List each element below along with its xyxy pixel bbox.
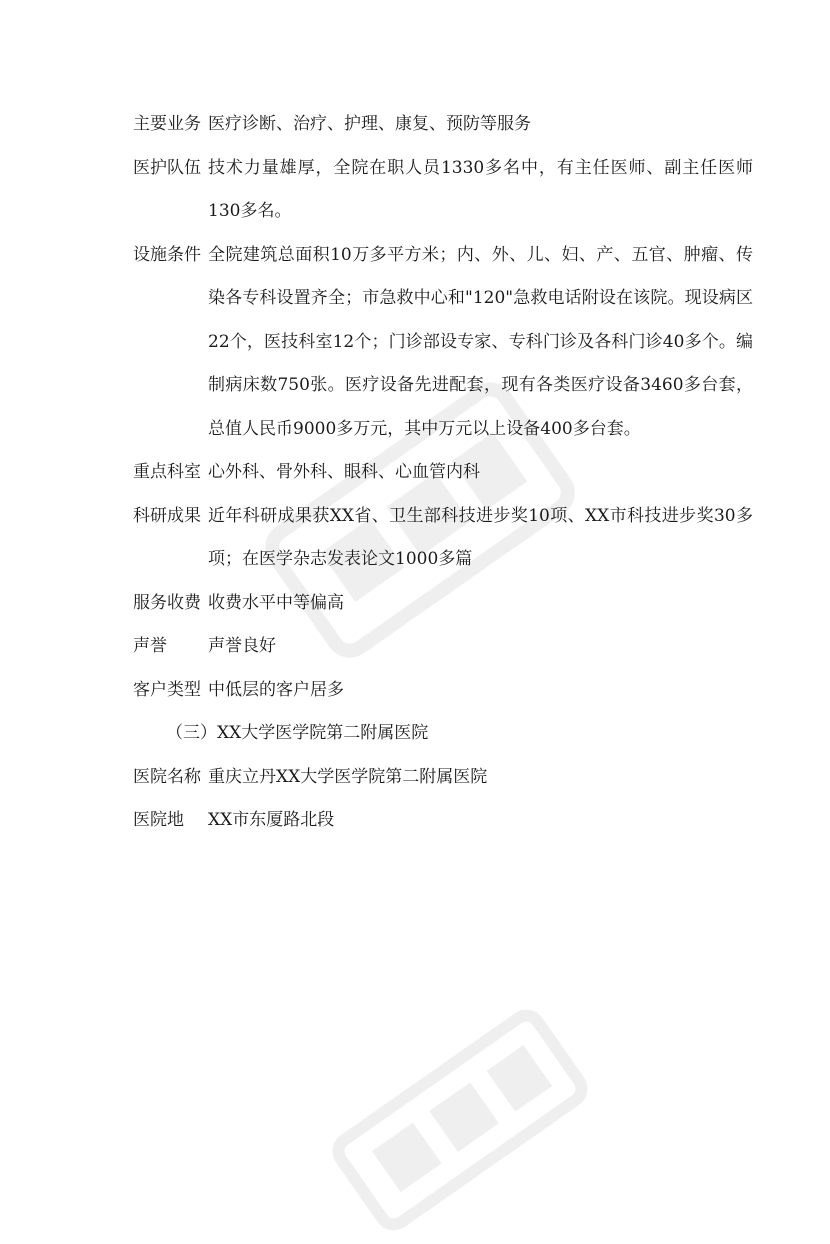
info-row-key-departments — [133, 451, 753, 495]
row-value: 医疗诊断、治疗、护理、康复、预防等服务 — [208, 114, 531, 134]
info-row-hospital-address — [133, 799, 753, 843]
row-value: 全院建筑总面积10万多平方米；内、外、儿、妇、产、五官、肿瘤、传染各专科设置齐全；市急救中心和"120"急救电话附设在该院。现设病区22个，医技科室12个；门诊部设专家、专科门诊及各科门诊40多个。编制病床数750张。医疗设备先进配套，现有各类医疗设备3460多台套，总值人民币9000多万元，其中万元以上设备400多台套。 — [208, 244, 753, 439]
row-label: 设施条件 — [133, 244, 201, 265]
info-row-facilities — [133, 234, 753, 452]
row-label: 医护队伍 — [133, 157, 201, 178]
row-label: 重点科室 — [133, 462, 201, 482]
row-label: 科研成果 — [133, 505, 201, 526]
row-value: XX市东厦路北段 — [208, 810, 335, 830]
row-value: 中低层的客户居多 — [208, 679, 344, 700]
info-row-service-fees — [133, 582, 753, 626]
info-row-medical-staff — [133, 147, 753, 234]
row-value: 近年科研成果获XX省、卫生部科技进步奖10项、XX市科技进步奖30多项；在医学杂志发表论文1000多篇 — [208, 505, 753, 569]
row-label: 医院名称 — [133, 766, 201, 787]
row-label: 主要业务 — [133, 114, 201, 134]
info-row-main-business — [133, 103, 753, 147]
row-value: 收费水平中等偏高 — [208, 592, 344, 613]
row-label: 客户类型 — [133, 679, 201, 700]
section-heading: （三）XX大学医学院第二附属医院 — [166, 723, 429, 743]
row-label: 服务收费 — [133, 592, 201, 613]
document-content — [133, 103, 753, 843]
row-value: 声誉良好 — [208, 636, 276, 656]
row-label: 声誉 — [133, 636, 167, 656]
row-value: 心外科、骨外科、眼科、心血管内科 — [208, 462, 480, 482]
row-value: 技术力量雄厚，全院在职人员1330多名中，有主任医师、副主任医师130多名。 — [208, 157, 753, 221]
row-label: 医院地 — [133, 810, 184, 830]
info-row-customer-type — [133, 669, 753, 713]
info-row-research — [133, 495, 753, 582]
row-value: 重庆立丹XX大学医学院第二附属医院 — [208, 766, 488, 787]
watermark-stamp-bottom — [319, 996, 601, 1243]
info-row-hospital-name — [133, 756, 753, 800]
info-row-reputation — [133, 625, 753, 669]
